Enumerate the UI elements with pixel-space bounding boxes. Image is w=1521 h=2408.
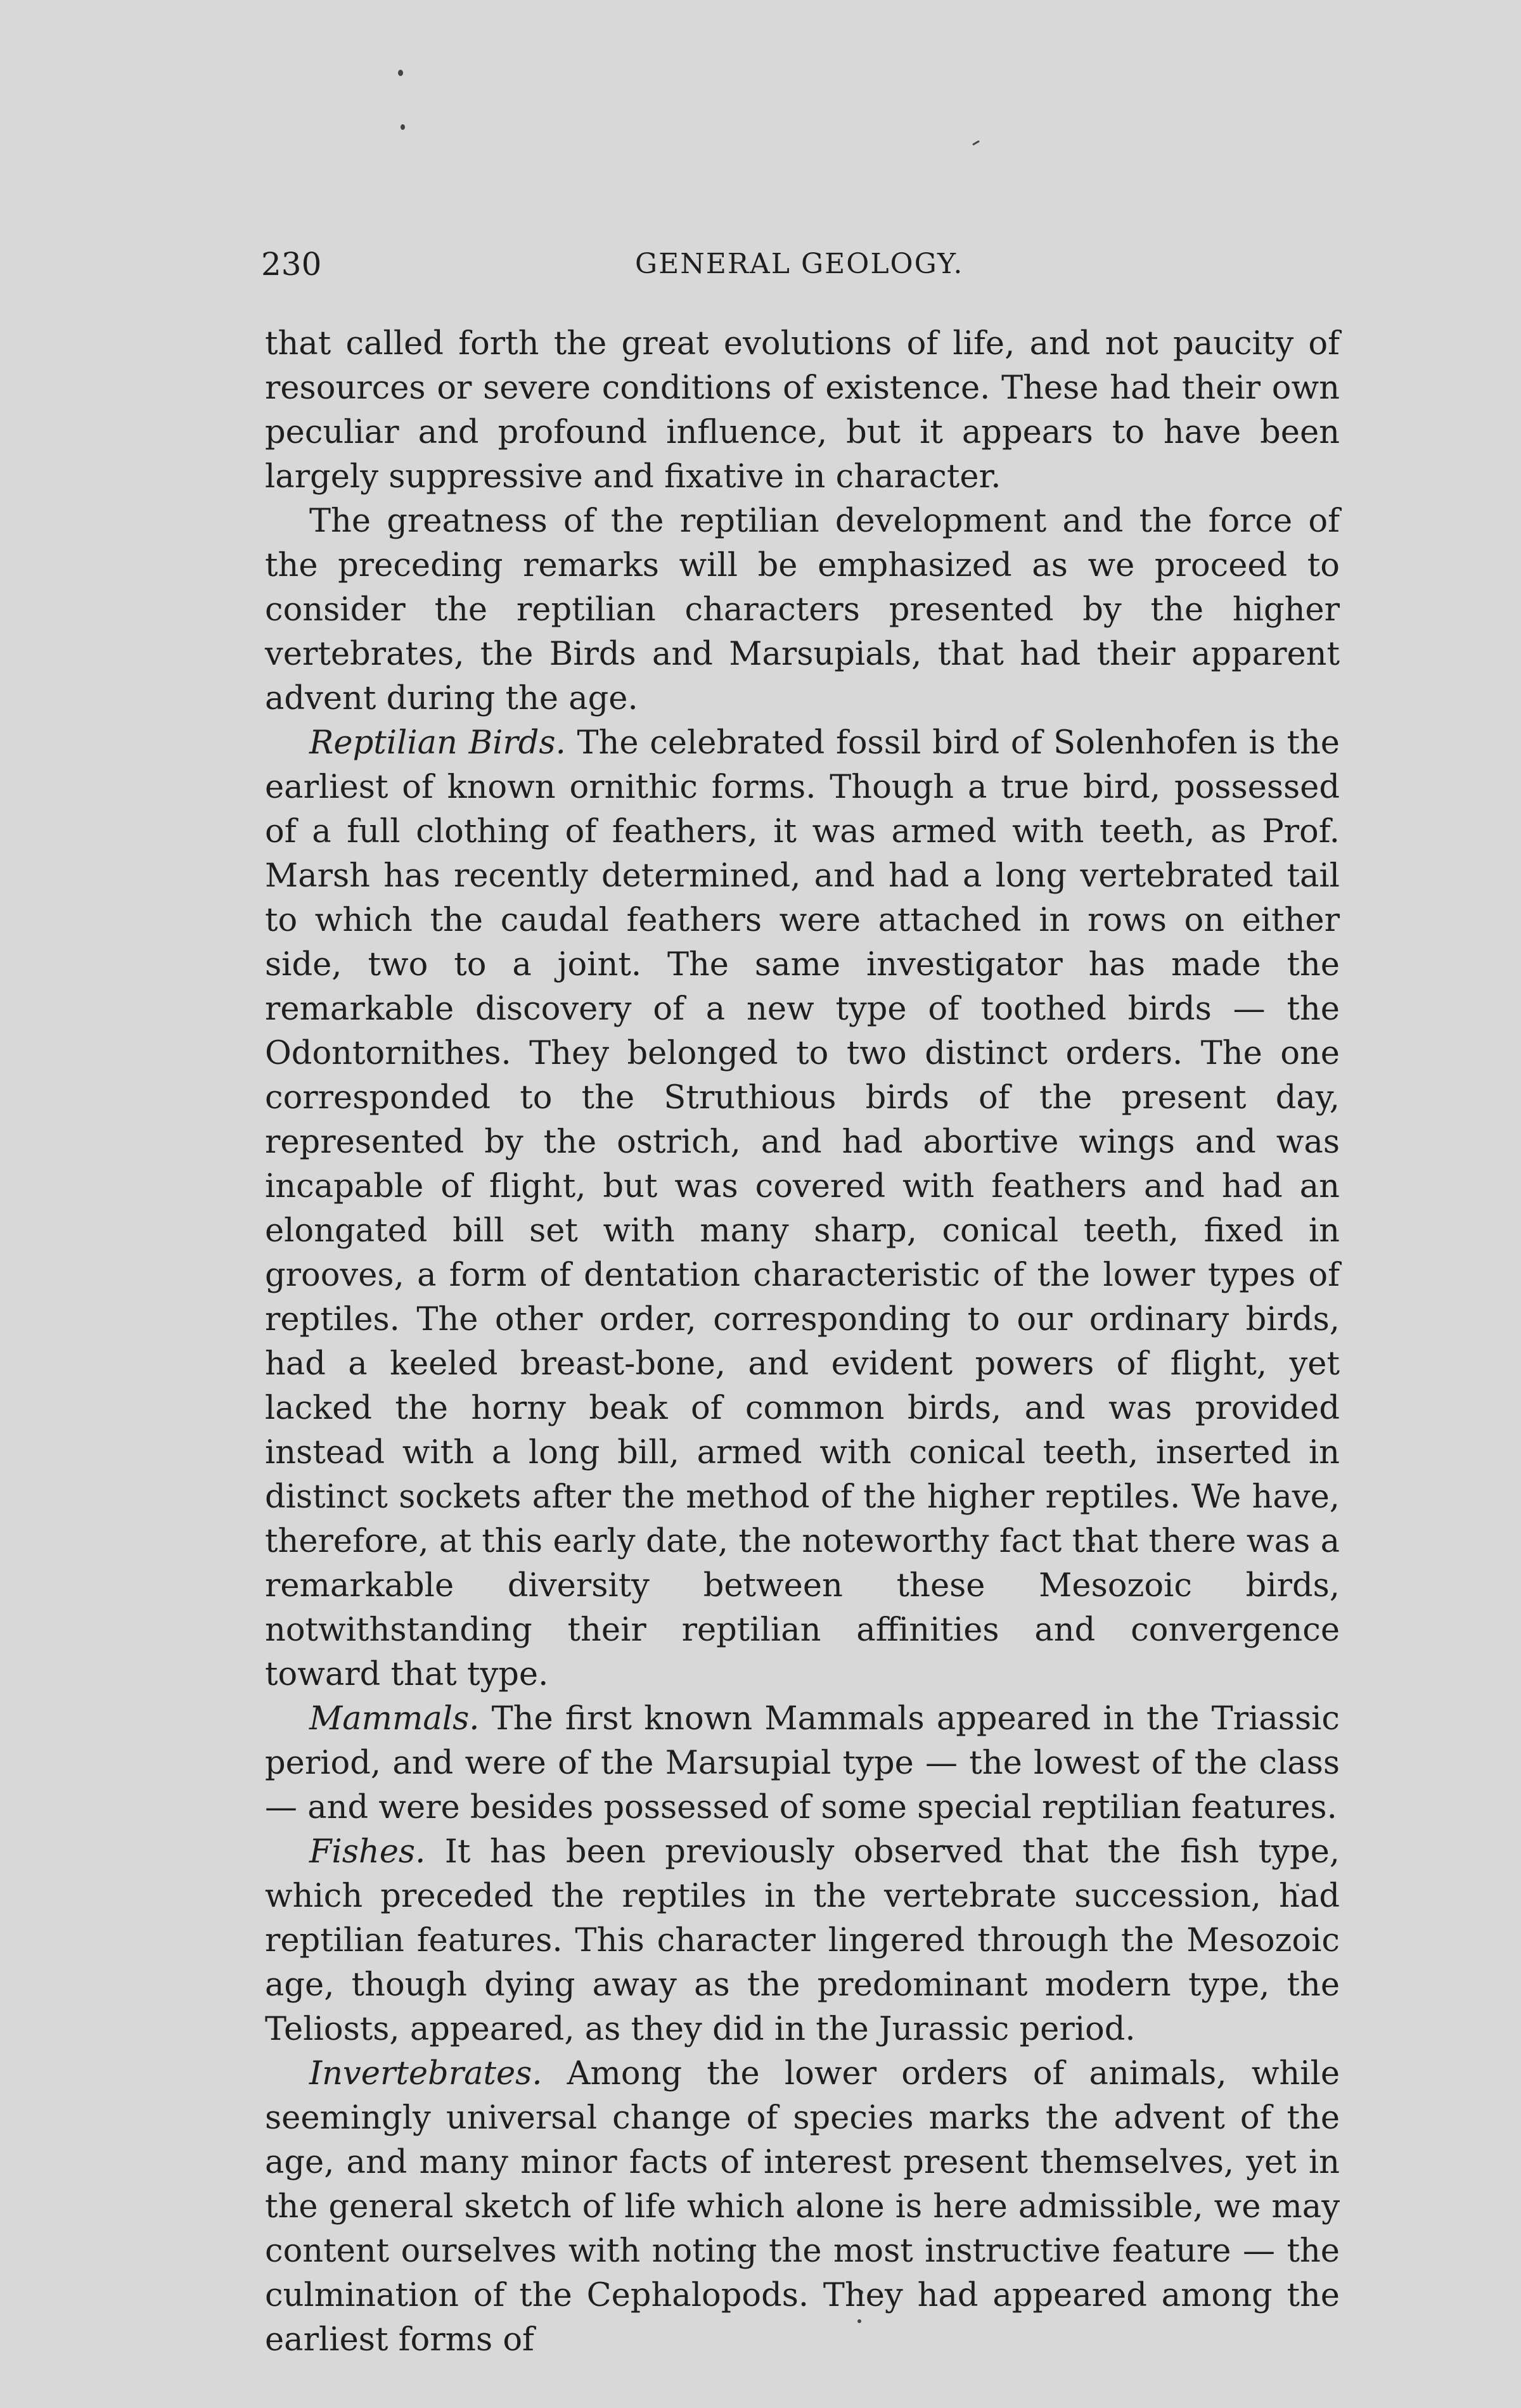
paragraph-lead: Reptilian Birds. <box>309 724 566 762</box>
paragraph-text: The celebrated fossil bird of Solenhofen is the earliest of known ornithic forms. Though a true bird, possessed of a full clothing of feathers, it was armed with teeth, as Prof. Marsh has recently determined, and had a long vertebrated tail to which the caudal feathers were attached in rows on either side, two to a joint. The same investigator has made the remarkable discovery of a new type of toothed birds — the Odontornithes. They belonged to two distinct orders. The one corresponded to the Struthious birds of the present day, represented by the ostrich, and had abortive wings and was incapable of flight, but was covered with feathers and had an elongated bill set with many sharp, conical teeth, fixed in grooves, a form of dentation characteristic of the lower types of reptiles. The other order, corresponding to our ordinary birds, had a keeled breast-bone, and evident powers of flight, yet lacked the horny beak of common birds, and was provided instead with a long bill, armed with conical teeth, inserted in distinct sockets after the method of the higher reptiles. We have, therefore, at this early date, the noteworthy fact that there was a remarkable diversity between these Mesozoic birds, notwithstanding their reptilian affinities and convergence toward that type. <box>265 724 1340 1693</box>
page-number: 230 <box>261 246 322 283</box>
scan-speck <box>972 140 980 146</box>
paragraph <box>265 1830 1340 2052</box>
paragraph-text: that called forth the great evolutions of life, and not paucity of resources or severe conditions of existence. These had their own peculiar and profound influence, but it appears to have been largely suppressive and fixative in character. <box>265 325 1340 496</box>
body-text <box>265 322 1340 2362</box>
paragraph <box>265 322 1340 499</box>
paragraph-lead: Invertebrates. <box>309 2055 542 2092</box>
page-header <box>261 242 1338 299</box>
paragraph-lead: Mammals. <box>309 1700 480 1738</box>
paragraph-text: Among the lower orders of animals, while seemingly universal change of species marks the advent of the age, and many minor facts of interest present themselves, yet in the general sketch of life which alone is here admissible, we may content ourselves with noting the most instructive feature — the culmination of the Cephalopods. They had appeared among the earliest forms of <box>265 2055 1340 2359</box>
running-title: GENERAL GEOLOGY. <box>635 248 964 280</box>
paragraph <box>265 1697 1340 1830</box>
paragraph <box>265 2052 1340 2362</box>
paragraph <box>265 721 1340 1697</box>
paragraph <box>265 499 1340 721</box>
paragraph-text: It has been previously observed that the fish type, which preceded the reptiles in the vertebrate succession, had reptilian features. This character lingered through the Mesozoic age, though dying away as the predominant modern type, the Teliosts, appeared, as they did in the Jurassic period. <box>265 1833 1340 2048</box>
scan-speck <box>401 124 405 130</box>
paragraph-lead: Fishes. <box>309 1833 426 1871</box>
scan-speck <box>398 70 403 76</box>
paragraph-text: The first known Mammals appeared in the Triassic period, and were of the Marsupial type — the lowest of the class — and were besides possessed of some special reptilian features. <box>265 1700 1340 1826</box>
paragraph-text: The greatness of the reptilian development and the force of the preceding remarks will be emphasized as we proceed to consider the reptilian characters presented by the higher vertebrates, the Birds and Marsupials, that had their apparent advent during the age. <box>265 503 1340 717</box>
